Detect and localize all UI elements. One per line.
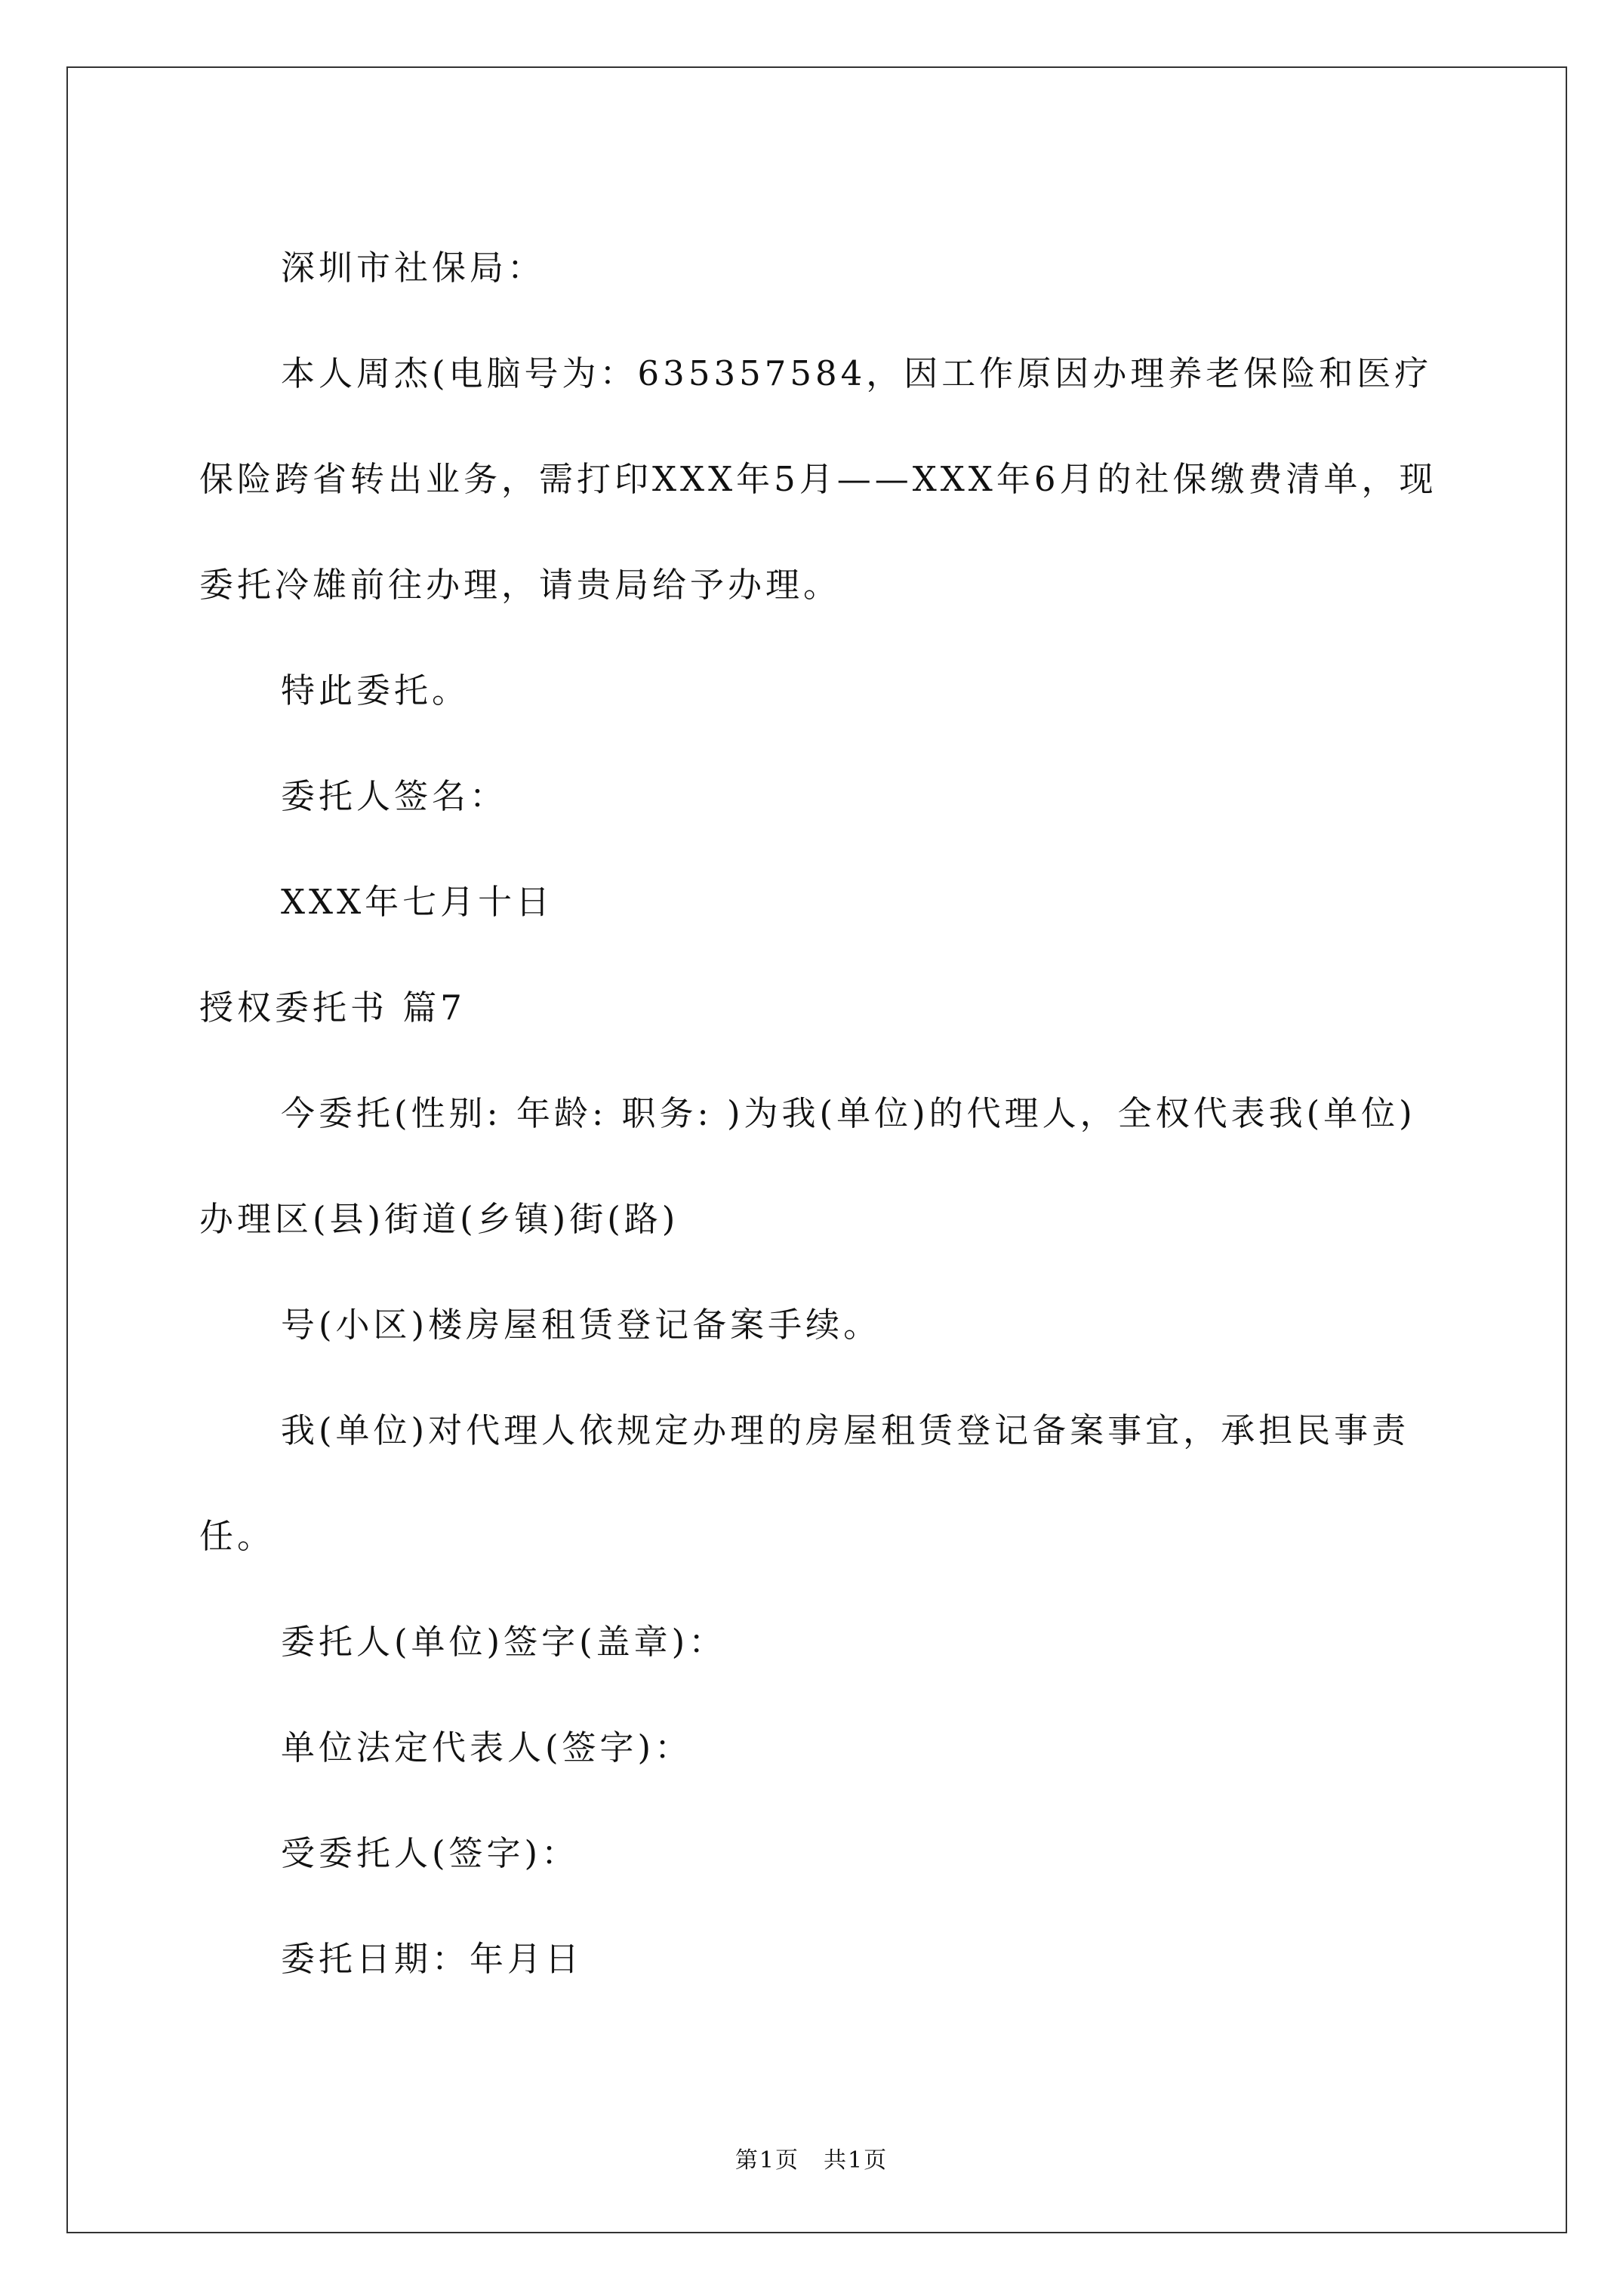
page-footer: 第1页 共1页 [735, 2147, 888, 2174]
document-body [199, 215, 1437, 2012]
paragraph-2: 今委托(性别: 年龄: 职务: )为我(单位)的代理人，全权代表我(单位)办理区(县)街道(乡镇)街(路) [199, 1093, 1416, 1239]
paragraph-1: 本人周杰(电脑号为：635357584，因工作原因办理养老保险和医疗保险跨省转出业务，需打印XXX年5月——XXX年6月的社保缴费清单，现委托冷雄前往办理，请贵局给予办理。 [199, 353, 1437, 605]
commission-date-line: 委托日期：年月日 [281, 1939, 584, 1979]
agent-signature-line: 受委托人(签字)： [281, 1833, 580, 1873]
date-line: XXX年七月十日 [281, 882, 554, 922]
signature-label: 委托人签名： [281, 776, 508, 816]
paragraph-4: 我(单位)对代理人依规定办理的房屋租赁登记备案事宜，承担民事责任。 [199, 1410, 1410, 1556]
paragraph-3: 号(小区)楼房屋租赁登记备案手续。 [281, 1305, 882, 1345]
closing-line: 特此委托。 [281, 670, 470, 710]
signature-unit-line: 委托人(单位)签字(盖章)： [281, 1622, 727, 1662]
legal-representative-line: 单位法定代表人(签字)： [281, 1727, 693, 1767]
greeting: 深圳市社保局： [281, 248, 546, 288]
section-title: 授权委托书 篇7 [199, 988, 466, 1028]
